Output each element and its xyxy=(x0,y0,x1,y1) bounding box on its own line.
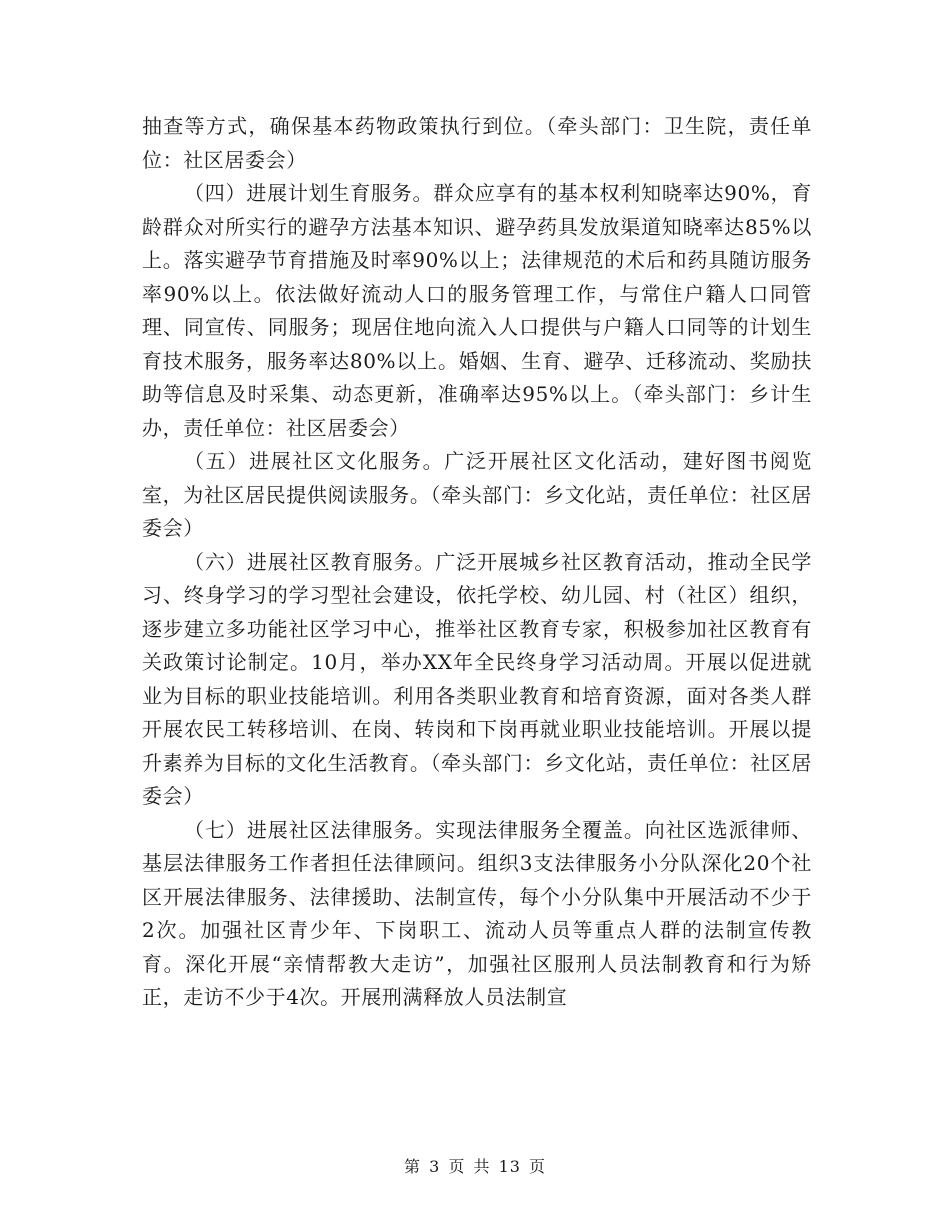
paragraph-community-legal: （七）进展社区法律服务。实现法律服务全覆盖。向社区选派律师、基层法律服务工作者担任法律顾问。组织3支法律服务小分队深化20个社区开展法律服务、法律援助、法制宣传，每个小分队集中开展活动不少于2次。加强社区青少年、下岗职工、流动人员等重点人群的法制宣传教育。深化开展“亲情帮教大走访”，加强社区服刑人员法制教育和行为矫正，走访不少于4次。开展刑满释放人员法制宣 xyxy=(142,817,812,1009)
page-footer xyxy=(0,1154,950,1177)
document-body xyxy=(142,110,812,1015)
paragraph-continuation: 抽查等方式，确保基本药物政策执行到位。（牵头部门：卫生院，责任单位：社区居委会） xyxy=(142,114,812,172)
footer-page-unit: 页 xyxy=(448,1157,466,1176)
paragraph-family-planning: （四）进展计划生育服务。群众应享有的基本权利知晓率达90%，育龄群众对所实行的避孕方法基本知识、避孕药具发放渠道知晓率达85%以上。落实避孕节育措施及时率90%以上；法律规范的术后和药具随访服务率90%以上。依法做好流动人口的服务管理工作，与常住户籍人口同管理、同宣传、同服务；现居住地向流入人口提供与户籍人口同等的计划生育技术服务，服务率达80%以上。婚姻、生育、避孕、迁移流动、奖励扶助等信息及时采集、动态更新，准确率达95%以上。（牵头部门：乡计生办，责任单位：社区居委会） xyxy=(142,181,812,440)
footer-total-unit: 页 xyxy=(529,1157,547,1176)
paragraph-community-education: （六）进展社区教育服务。广泛开展城乡社区教育活动，推动全民学习、终身学习的学习型社会建设，依托学校、幼儿园、村（社区）组织，逐步建立多功能社区学习中心，推举社区教育专家，积极参加社区教育有关政策讨论制定。10月，举办XX年全民终身学习活动周。开展以促进就业为目标的职业技能培训。利用各类职业教育和培育资源，面对各类人群开展农民工转移培训、在岗、转岗和下岗再就业职业技能培训。开展以提升素养为目标的文化生活教育。（牵头部门：乡文化站，责任单位：社区居委会） xyxy=(142,549,812,808)
footer-current-page: 3 xyxy=(429,1157,441,1176)
footer-page-label: 第 xyxy=(403,1157,421,1176)
footer-total-label: 共 xyxy=(473,1157,491,1176)
paragraph-community-culture: （五）进展社区文化服务。广泛开展社区文化活动，建好图书阅览室，为社区居民提供阅读服务。（牵头部门：乡文化站，责任单位：社区居委会） xyxy=(142,449,812,540)
footer-total-pages: 13 xyxy=(498,1157,521,1176)
